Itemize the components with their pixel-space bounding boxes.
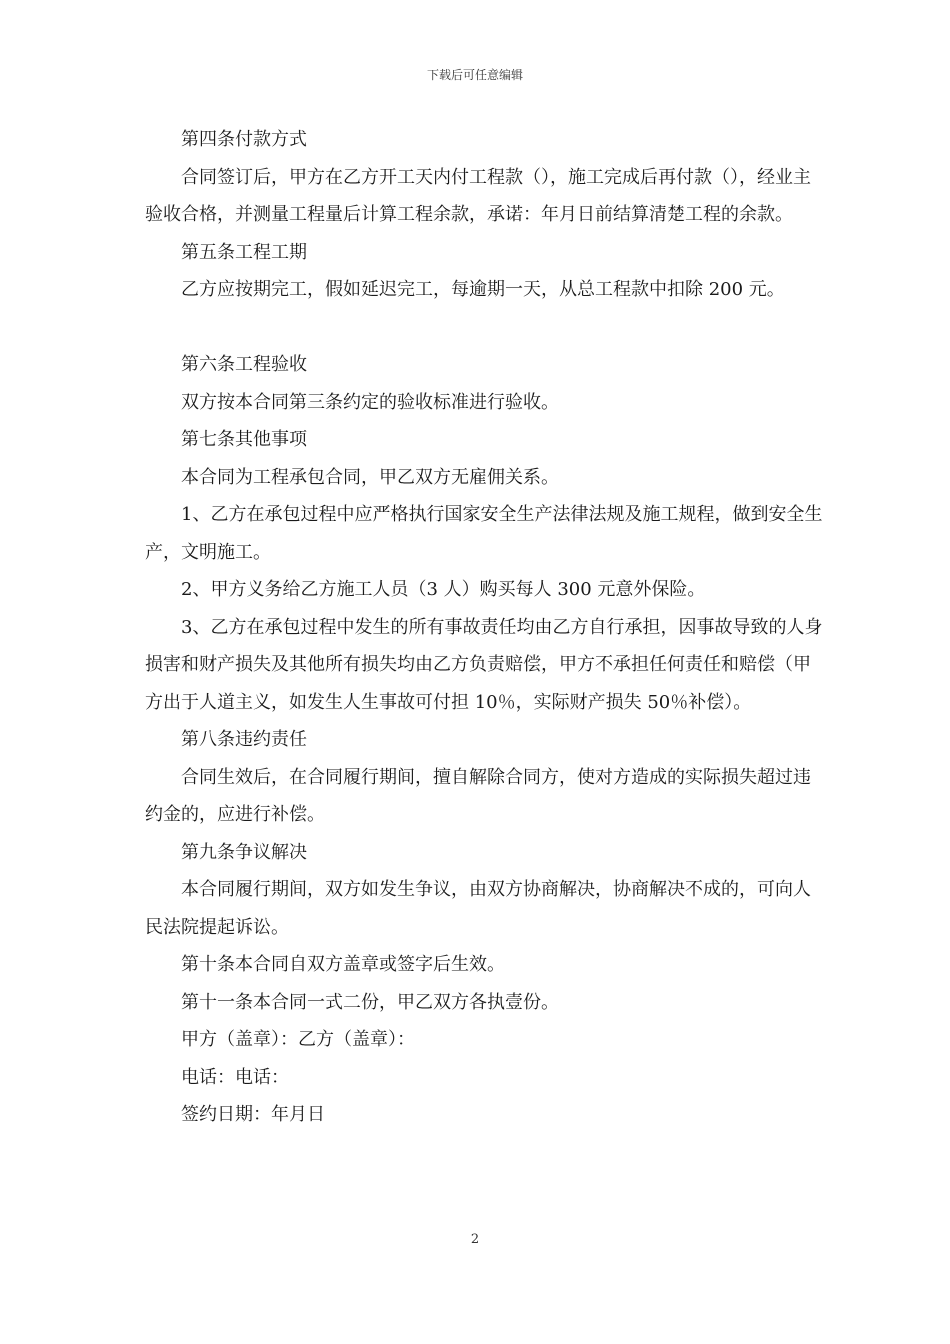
clause-heading-dispute: 第九条争议解决 (181, 841, 307, 863)
clause-heading-schedule: 第五条工程工期 (181, 241, 307, 263)
page-header: 下载后可任意编辑 (426, 68, 523, 82)
clause-heading-other: 第七条其他事项 (181, 429, 307, 450)
clause-text-other: 本合同为工程承包合同，甲乙双方无雇佣关系。 (181, 466, 559, 488)
clause-heading-breach: 第八条违约责任 (181, 729, 307, 750)
document-body (145, 121, 825, 1134)
clause-item-1: 1、乙方在承包过程中应严格执行国家安全生产法律法规及施工规程，做到安全生产，文明施工。 (145, 504, 823, 563)
signature-date: 签约日期：年月日 (181, 1104, 325, 1125)
clause-item-2: 2、甲方义务给乙方施工人员（3 人）购买每人 300 元意外保险。 (181, 579, 706, 600)
clause-copies: 第十一条本合同一式二份，甲乙双方各执壹份。 (181, 991, 559, 1013)
clause-item-3: 3、乙方在承包过程中发生的所有事故责任均由乙方自行承担，因事故导致的人身损害和财产损失及其他所有损失均由乙方负责赔偿，甲方不承担任何责任和赔偿（甲方出于人道主义，如发生人生事故可付担 10％，实际财产损失 50％补偿）。 (145, 616, 823, 713)
clause-heading-acceptance: 第六条工程验收 (181, 354, 307, 375)
clause-text-acceptance: 双方按本合同第三条约定的验收标准进行验收。 (181, 391, 559, 413)
signature-phones: 电话：电话： (181, 1066, 289, 1088)
signature-parties: 甲方（盖章）：乙方（盖章）： (181, 1029, 415, 1050)
clause-text-schedule: 乙方应按期完工，假如延迟完工，每逾期一天，从总工程款中扣除 200 元。 (181, 279, 785, 300)
page-number: 2 (470, 1232, 480, 1247)
clause-text-dispute: 本合同履行期间，双方如发生争议，由双方协商解决，协商解决不成的，可向人民法院提起诉讼。 (145, 879, 811, 938)
clause-heading-payment: 第四条付款方式 (181, 129, 307, 150)
clause-text-payment: 合同签订后，甲方在乙方开工天内付工程款（），施工完成后再付款（），经业主验收合格，并测量工程量后计算工程余款，承诺：年月日前结算清楚工程的余款。 (145, 166, 811, 225)
clause-effective: 第十条本合同自双方盖章或签字后生效。 (181, 954, 505, 975)
clause-text-breach: 合同生效后，在合同履行期间，擅自解除合同方，使对方造成的实际损失超过违约金的，应进行补偿。 (145, 766, 811, 825)
